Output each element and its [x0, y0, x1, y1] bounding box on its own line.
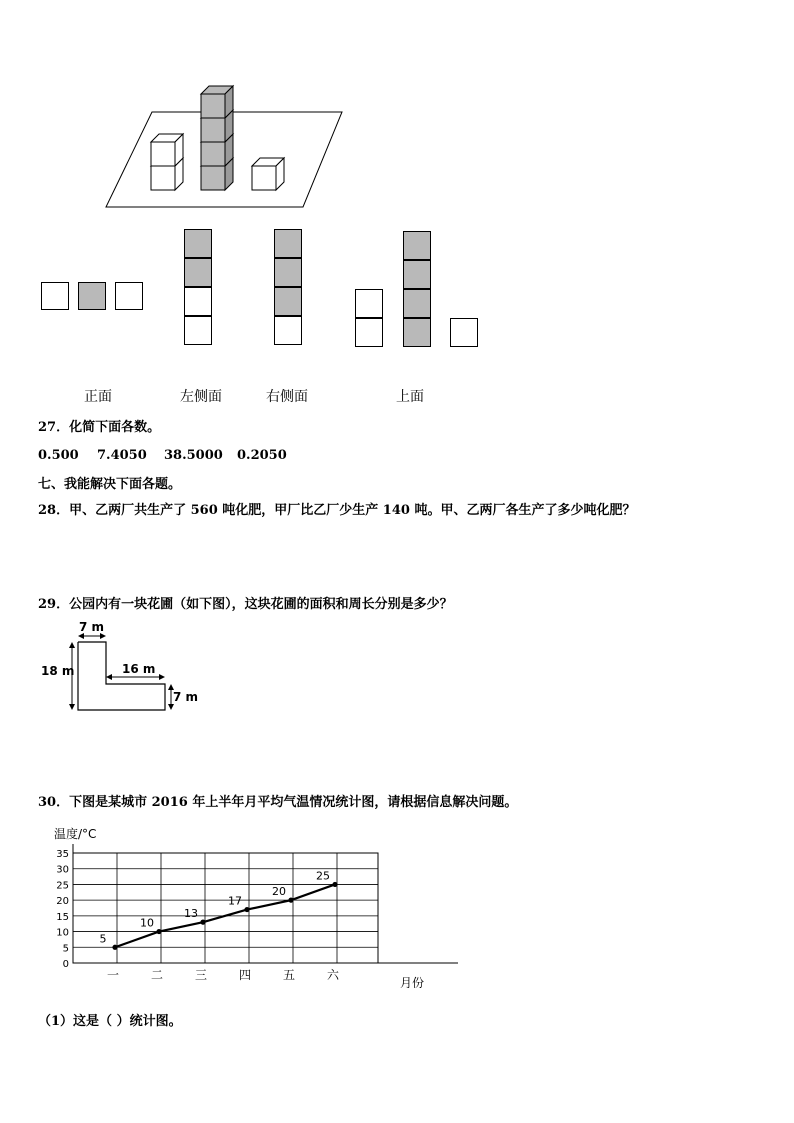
q30-sub1: （1）这是（ ）统计图。 [38, 1014, 182, 1029]
y-tick-label: 35 [56, 849, 69, 860]
x-tick-label: 六 [326, 968, 340, 982]
dim-inner-label: 16 m [122, 662, 156, 676]
top-view-label: 上面 [396, 389, 424, 405]
garden-l-shape-figure [36, 618, 206, 718]
q27-number-3: 38.5000 [164, 448, 223, 463]
y-tick-label: 0 [62, 959, 69, 970]
dim-height-label: 18 m [41, 664, 75, 678]
y-tick-label: 25 [56, 880, 69, 892]
data-label: 20 [272, 885, 286, 899]
dim-top-label: 7 m [79, 620, 105, 634]
data-point [244, 907, 249, 912]
data-label: 17 [228, 894, 242, 908]
x-tick-label: 二 [150, 968, 164, 982]
data-label: 13 [184, 907, 198, 921]
q27-title: 27．化简下面各数。 [38, 420, 161, 435]
data-point [156, 929, 161, 934]
q27-number-4: 0.2050 [237, 448, 287, 463]
y-tick-label: 20 [56, 896, 69, 908]
section-7-title: 七、我能解决下面各题。 [38, 477, 182, 492]
right-view-label: 右侧面 [266, 389, 308, 405]
q27-number-1: 0.500 [38, 448, 79, 463]
data-label: 10 [140, 916, 154, 930]
temperature-line-chart [40, 822, 470, 997]
dim-right-label: 7 m [173, 690, 199, 704]
data-label: 25 [316, 869, 330, 883]
x-axis-label: 月份 [400, 976, 425, 990]
data-point [200, 920, 205, 925]
data-point [332, 882, 337, 887]
x-tick-label: 四 [238, 968, 252, 982]
q27-number-2: 7.4050 [97, 448, 147, 463]
q28-text: 28．甲、乙两厂共生产了 560 吨化肥，甲厂比乙厂少生产 140 吨。甲、乙两厂各生产了多少吨化肥？ [38, 503, 636, 518]
cube [151, 134, 183, 166]
data-point [288, 898, 293, 903]
data-label: 5 [99, 932, 107, 946]
cube [252, 158, 284, 190]
cube [201, 86, 233, 118]
cube-stack-figure [100, 80, 350, 210]
y-tick-label: 5 [62, 943, 69, 955]
y-axis-label: 温度/°C [54, 827, 97, 841]
front-view-label: 正面 [84, 389, 112, 405]
q29-text: 29．公园内有一块花圃（如下图），这块花圃的面积和周长分别是多少？ [38, 597, 453, 612]
y-tick-label: 15 [56, 911, 69, 923]
y-tick-label: 30 [56, 864, 69, 876]
left-view-label: 左侧面 [180, 389, 222, 405]
x-tick-label: 五 [282, 968, 296, 982]
data-point [112, 945, 117, 950]
x-tick-label: 一 [106, 968, 120, 982]
q30-text: 30．下图是某城市 2016 年上半年月平均气温情况统计图，请根据信息解决问题。 [38, 795, 518, 810]
y-tick-label: 10 [56, 927, 69, 939]
x-tick-label: 三 [194, 968, 208, 982]
